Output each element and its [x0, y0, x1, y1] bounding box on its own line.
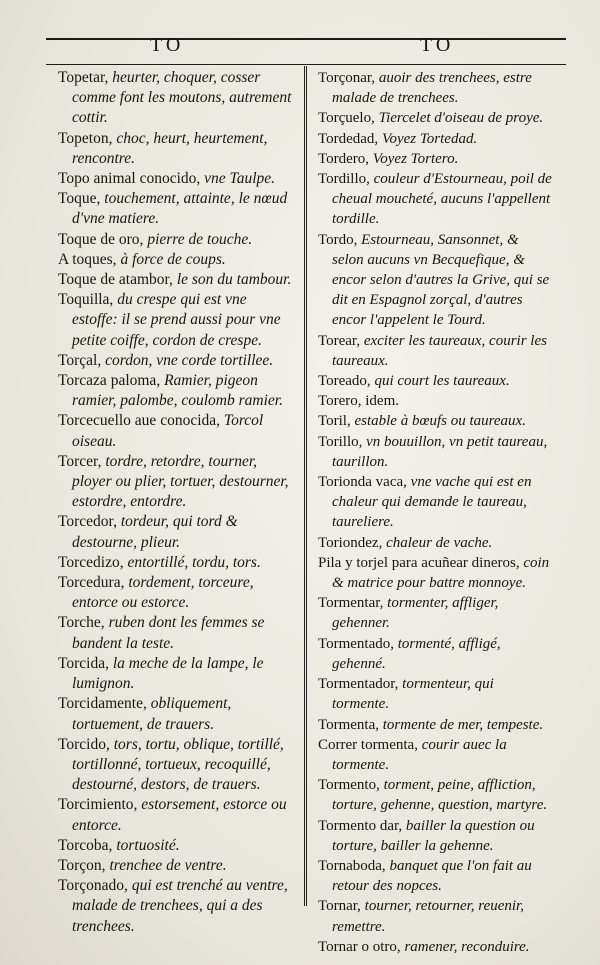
entry-translation: la meche de la lampe, le lumignon.: [72, 654, 264, 693]
dictionary-entry: [58, 856, 294, 876]
entry-headword: Torcidamente,: [58, 695, 147, 713]
entry-headword: Topeton,: [58, 129, 113, 147]
entry-translation: tourner, retourner, reuenir, remettre.: [332, 898, 524, 935]
dictionary-entry: [58, 250, 294, 270]
dictionary-entry: [58, 68, 294, 129]
entry-headword: Torcoba,: [58, 836, 113, 854]
entry-translation: banquet que l'on fait au retour des nopces.: [332, 857, 532, 895]
entry-headword: Tormentar,: [318, 595, 384, 612]
entry-translation: tormente de mer, tempeste.: [379, 716, 544, 733]
entry-headword: Tornar o otro,: [318, 938, 401, 955]
entry-headword: Tordero,: [318, 150, 370, 167]
entry-headword: Toque,: [58, 190, 101, 208]
entry-headword: Torear,: [318, 332, 361, 349]
entry-translation: exciter les taureaux, courir les taureaux.: [332, 332, 547, 369]
left-column: [58, 68, 294, 937]
entry-headword: Pila y torjel para acuñear dineros,: [318, 554, 520, 571]
entry-translation: Ramier, pigeon ramier, palombe, coulomb ramier.: [72, 372, 283, 410]
entry-headword: Torçonado,: [58, 877, 128, 895]
entry-translation: qui court les taureaux.: [370, 373, 510, 390]
dictionary-entry: [58, 189, 294, 229]
dictionary-entry: [58, 290, 294, 351]
right-column: [318, 68, 554, 957]
dictionary-entry: [318, 68, 554, 108]
entry-headword: Tormento dar,: [318, 817, 403, 834]
entry-headword: Torche,: [58, 614, 105, 632]
dictionary-entry: [318, 432, 554, 472]
dictionary-entry: [318, 472, 554, 533]
dictionary-entry: [58, 876, 294, 937]
entry-translation: tordre, retordre, tourner, ployer ou plier, tortuer, destourner, estordre, entordre.: [72, 452, 289, 511]
entry-headword: A toques,: [58, 250, 117, 268]
header-rule: [46, 38, 566, 40]
entry-headword: Tormenta,: [318, 716, 380, 733]
entry-translation: auoir des trenchees, estre malade de trenchees.: [332, 70, 532, 107]
entry-translation: torment, peine, affliction, torture, gehenne, question, martyre.: [332, 777, 548, 814]
entry-headword: Torero, idem.: [318, 393, 400, 410]
entry-translation: qui est trenché au ventre, malade de trenchees, qui a des trenchees.: [72, 877, 288, 935]
entry-headword: Toriondez,: [318, 534, 383, 551]
entry-translation: vn bouuillon, vn petit taureau, taurillon.: [332, 433, 548, 470]
entry-headword: Torcer,: [58, 452, 102, 470]
entry-headword: Torcedor,: [58, 513, 117, 531]
dictionary-entry: [318, 593, 554, 633]
entry-headword: Tordo,: [318, 231, 358, 248]
dictionary-entry: [58, 270, 294, 290]
dictionary-entry: [318, 715, 554, 735]
dictionary-entry: [318, 391, 554, 411]
entry-translation: tordeur, qui tord & destourne, plieur.: [72, 513, 238, 551]
running-head-left: TO: [150, 34, 185, 56]
dictionary-entry: [58, 129, 294, 169]
entry-translation: Estourneau, Sansonnet, & selon aucuns vn Becquefique, & encor selon d'autres la Grive, qui se dit en Espagnol zorçal, d'autres encor l'appelent le Tourd.: [332, 231, 550, 329]
entry-headword: Tormentado,: [318, 635, 395, 652]
entry-translation: tormenter, affliger, gehenner.: [332, 595, 499, 632]
entry-translation: pierre de touche.: [143, 230, 253, 248]
entry-translation: Torcol oiseau.: [72, 412, 264, 450]
dictionary-entry: [318, 411, 554, 431]
dictionary-entry: [318, 108, 554, 128]
dictionary-entry: [58, 512, 294, 552]
entry-translation: du crespe qui est vne estoffe: il se prend aussi pour vne petite coiffe, cordon de crespe.: [72, 291, 281, 349]
dictionary-entry: [318, 735, 554, 775]
entry-translation: ramener, reconduire.: [400, 938, 530, 955]
dictionary-entry: [318, 129, 554, 149]
dictionary-entry: [58, 735, 294, 796]
entry-headword: Tormentador,: [318, 676, 399, 693]
dictionary-entry: [318, 856, 554, 896]
entry-translation: le son du tambour.: [172, 271, 292, 289]
running-head-right: TO: [420, 34, 455, 56]
dictionary-entry: [318, 230, 554, 331]
entry-headword: Correr tormenta,: [318, 736, 418, 753]
entry-headword: Torionda vaca,: [318, 474, 407, 491]
entry-translation: touchement, attainte, le nœud d'vne matiere.: [72, 190, 288, 228]
entry-translation: tormenté, affligé, gehenné.: [332, 635, 501, 672]
entry-headword: Topetar,: [58, 69, 109, 86]
entry-headword: Torcecuello aue conocida,: [58, 412, 221, 430]
entry-headword: Tordedad,: [318, 130, 379, 147]
entry-translation: entortillé, tordu, tors.: [123, 553, 261, 571]
entry-headword: Torcimiento,: [58, 796, 138, 814]
entry-headword: Toril,: [318, 413, 351, 430]
entry-translation: Voyez Tortero.: [369, 150, 459, 167]
entry-headword: Toreado,: [318, 373, 371, 390]
dictionary-entry: [58, 169, 294, 189]
entry-headword: Torçal,: [58, 351, 102, 369]
entry-translation: à force de coups.: [116, 250, 226, 268]
entry-translation: courir auec la tormente.: [332, 736, 507, 773]
entry-translation: tormenteur, qui tormente.: [332, 676, 494, 713]
entry-translation: vne Taulpe.: [200, 170, 276, 188]
entry-headword: Torcedura,: [58, 574, 125, 592]
entry-headword: Tornar,: [318, 898, 361, 915]
entry-translation: trenchee de ventre.: [105, 856, 227, 874]
dictionary-entry: [58, 371, 294, 411]
entry-headword: Torcaza paloma,: [58, 372, 161, 390]
entry-headword: Torcida,: [58, 654, 109, 672]
dictionary-entry: [58, 452, 294, 513]
dictionary-entry: [318, 674, 554, 714]
dictionary-entry: [58, 573, 294, 613]
dictionary-entry: [318, 533, 554, 553]
entry-headword: Topo animal conocido,: [58, 170, 201, 188]
entry-translation: choc, heurt, heurtement, rencontre.: [72, 129, 268, 167]
column-divider: [304, 66, 307, 906]
dictionary-entry: [58, 230, 294, 250]
dictionary-entry: [58, 836, 294, 856]
entry-headword: Toque de oro,: [58, 230, 144, 248]
entry-translation: chaleur de vache.: [382, 534, 493, 551]
entry-headword: Tordillo,: [318, 171, 370, 188]
entry-translation: coin & matrice pour battre monnoye.: [332, 554, 550, 592]
entry-translation: estorsement, estorce ou entorce.: [72, 796, 287, 834]
dictionary-entry: [58, 613, 294, 653]
entry-translation: tors, tortu, oblique, tortillé, tortillonné, tortueux, recoquillé, destourné, destors, de trauers.: [72, 735, 284, 794]
entry-headword: Torcido,: [58, 735, 110, 753]
entry-translation: tordement, torceure, entorce ou estorce.: [72, 574, 254, 612]
dictionary-entry: [318, 896, 554, 936]
entry-headword: Torçonar,: [318, 70, 376, 86]
entry-headword: Toquilla,: [58, 291, 114, 309]
entry-headword: Torçon,: [58, 856, 106, 874]
entry-headword: Toque de atambor,: [58, 271, 173, 289]
entry-translation: cordon, vne corde tortillee.: [101, 351, 274, 369]
dictionary-entry: [58, 694, 294, 734]
dictionary-entry: [318, 149, 554, 169]
entry-translation: Tiercelet d'oiseau de proye.: [374, 110, 544, 127]
header-underline: [46, 64, 566, 65]
entry-headword: Torçuelo,: [318, 110, 375, 127]
entry-translation: estable à bœufs ou taureaux.: [350, 413, 526, 430]
dictionary-entry: [58, 553, 294, 573]
dictionary-entry: [58, 795, 294, 835]
entry-translation: obliquement, tortuement, de trauers.: [72, 695, 232, 733]
dictionary-entry: [318, 331, 554, 371]
entry-translation: ruben dont les femmes se bandent la teste.: [72, 614, 265, 652]
entry-headword: Tornaboda,: [318, 857, 386, 874]
dictionary-entry: [58, 411, 294, 451]
dictionary-entry: [318, 775, 554, 815]
entry-translation: Voyez Tortedad.: [378, 130, 478, 147]
dictionary-entry: [318, 553, 554, 593]
entry-headword: Torcedizo,: [58, 553, 124, 571]
entry-translation: couleur d'Estourneau, poil de cheual moucheté, aucuns l'appellent tordille.: [332, 171, 552, 228]
dictionary-entry: [318, 634, 554, 674]
dictionary-entry: [58, 654, 294, 694]
entry-headword: Torillo,: [318, 433, 363, 450]
dictionary-entry: [318, 371, 554, 391]
entry-translation: bailler la question ou torture, bailler la gehenne.: [332, 817, 535, 854]
entry-translation: heurter, choquer, cosser comme font les moutons, autrement cottir.: [72, 69, 292, 127]
dictionary-entry: [318, 816, 554, 856]
dictionary-entry: [318, 169, 554, 230]
entry-headword: Tormento,: [318, 777, 380, 794]
entry-translation: vne vache qui est en chaleur qui demande le taureau, taureliere.: [332, 474, 532, 531]
dictionary-entry: [58, 351, 294, 371]
dictionary-entry: [318, 937, 554, 957]
entry-translation: tortuosité.: [112, 836, 180, 854]
